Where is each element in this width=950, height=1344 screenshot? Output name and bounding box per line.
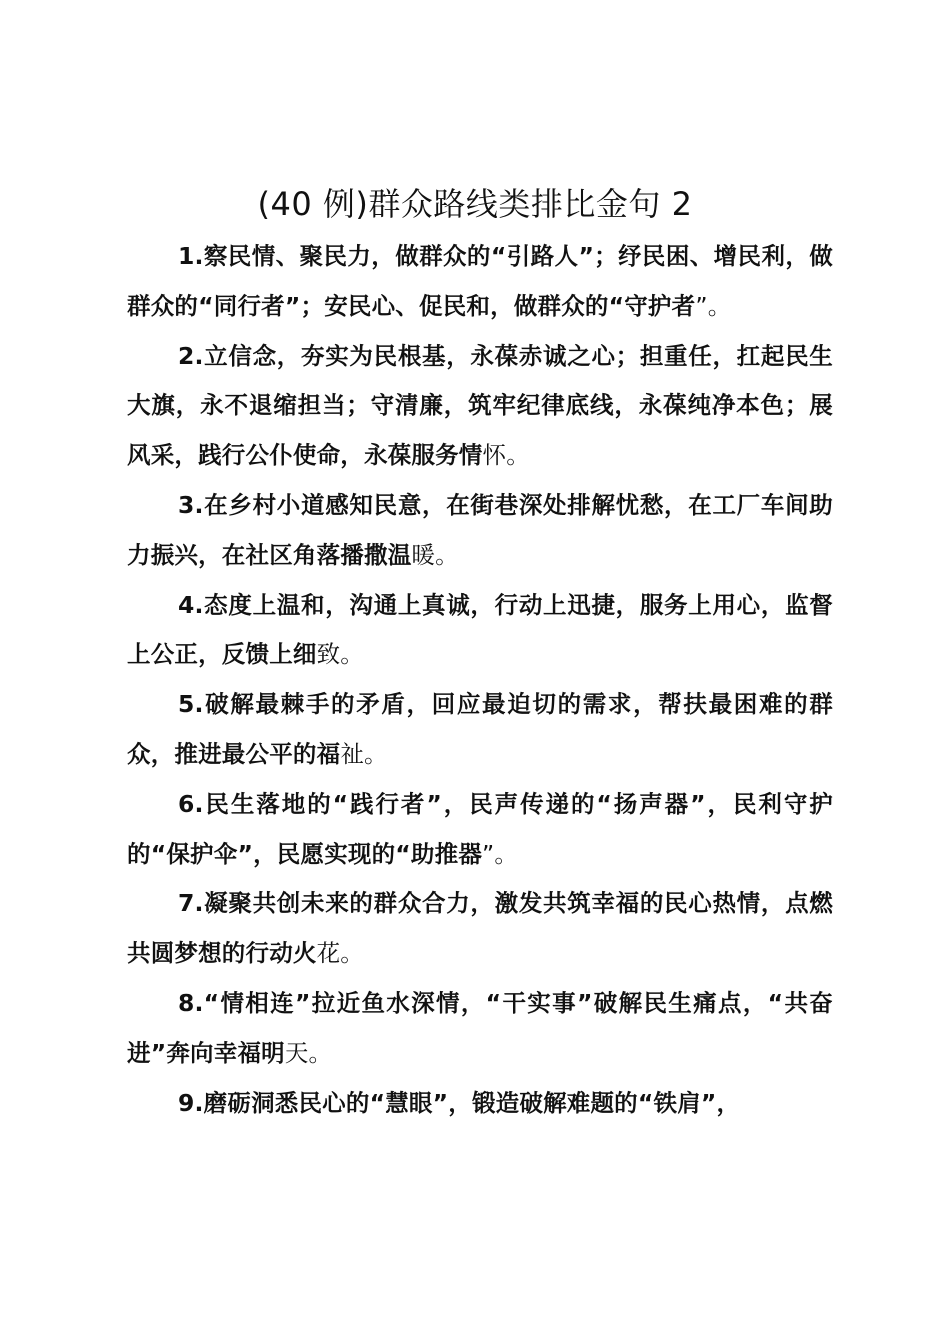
paragraph-text: 5.破解最棘手的矛盾，回应最迫切的需求，帮扶最困难的群众，推进最公平的福 [127,690,833,768]
paragraph-text: 9.磨砺洞悉民心的“慧眼”，锻造破解难题的“铁肩”， [178,1088,741,1117]
paragraph-6 [127,780,833,880]
paragraph-tail: 怀。 [482,441,530,470]
document-title: (40 例)群众路线类排比金句 2 [257,185,693,223]
paragraph-tail: 花。 [316,939,365,968]
paragraph-tail: 祉。 [340,739,388,768]
paragraph-3 [127,481,833,581]
paragraph-text: 2.立信念，夯实为民根基，永葆赤诚之心；担重任，扛起民生大旗，永不退缩担当；守清廉，筑牢纪律底线，永葆纯净本色；展风采，践行公仆使命，永葆服务情 [127,341,833,470]
paragraph-1 [127,232,833,332]
paragraph-text: 1.察民情、聚民力，做群众的“引路人”；纾民困、增民利，做群众的“同行者”；安民心、促民和，做群众的“守护者 [127,242,833,320]
paragraph-4 [127,581,833,681]
paragraph-text: 8.“情相连”拉近鱼水深情，“干实事”破解民生痛点，“共奋进”奔向幸福明 [127,988,833,1067]
paragraph-tail: 致。 [316,640,365,669]
paragraph-2 [127,332,833,481]
paragraph-tail: 暖。 [411,540,459,569]
paragraph-text: 7.凝聚共创未来的群众合力，激发共筑幸福的民心热情，点燃共圆梦想的行动火 [127,889,833,968]
paragraph-5 [127,680,833,780]
paragraph-tail: 天。 [284,1038,333,1067]
paragraph-text: 3.在乡村小道感知民意，在街巷深处排解忧愁，在工厂车间助力振兴，在社区角落播撒温 [127,490,833,569]
paragraph-7 [127,879,833,979]
paragraph-9 [127,1079,833,1129]
paragraph-text: 4.态度上温和，沟通上真诚，行动上迅捷，服务上用心，监督上公正，反馈上细 [127,590,833,669]
paragraph-tail: ”。 [482,839,519,868]
document-body [127,232,833,1128]
paragraph-tail: ”。 [695,291,732,320]
paragraph-text: 6.民生落地的“践行者”，民声传递的“扬声器”，民利守护的“保护伞”，民愿实现的“助推器 [127,789,833,868]
paragraph-8 [127,979,833,1079]
